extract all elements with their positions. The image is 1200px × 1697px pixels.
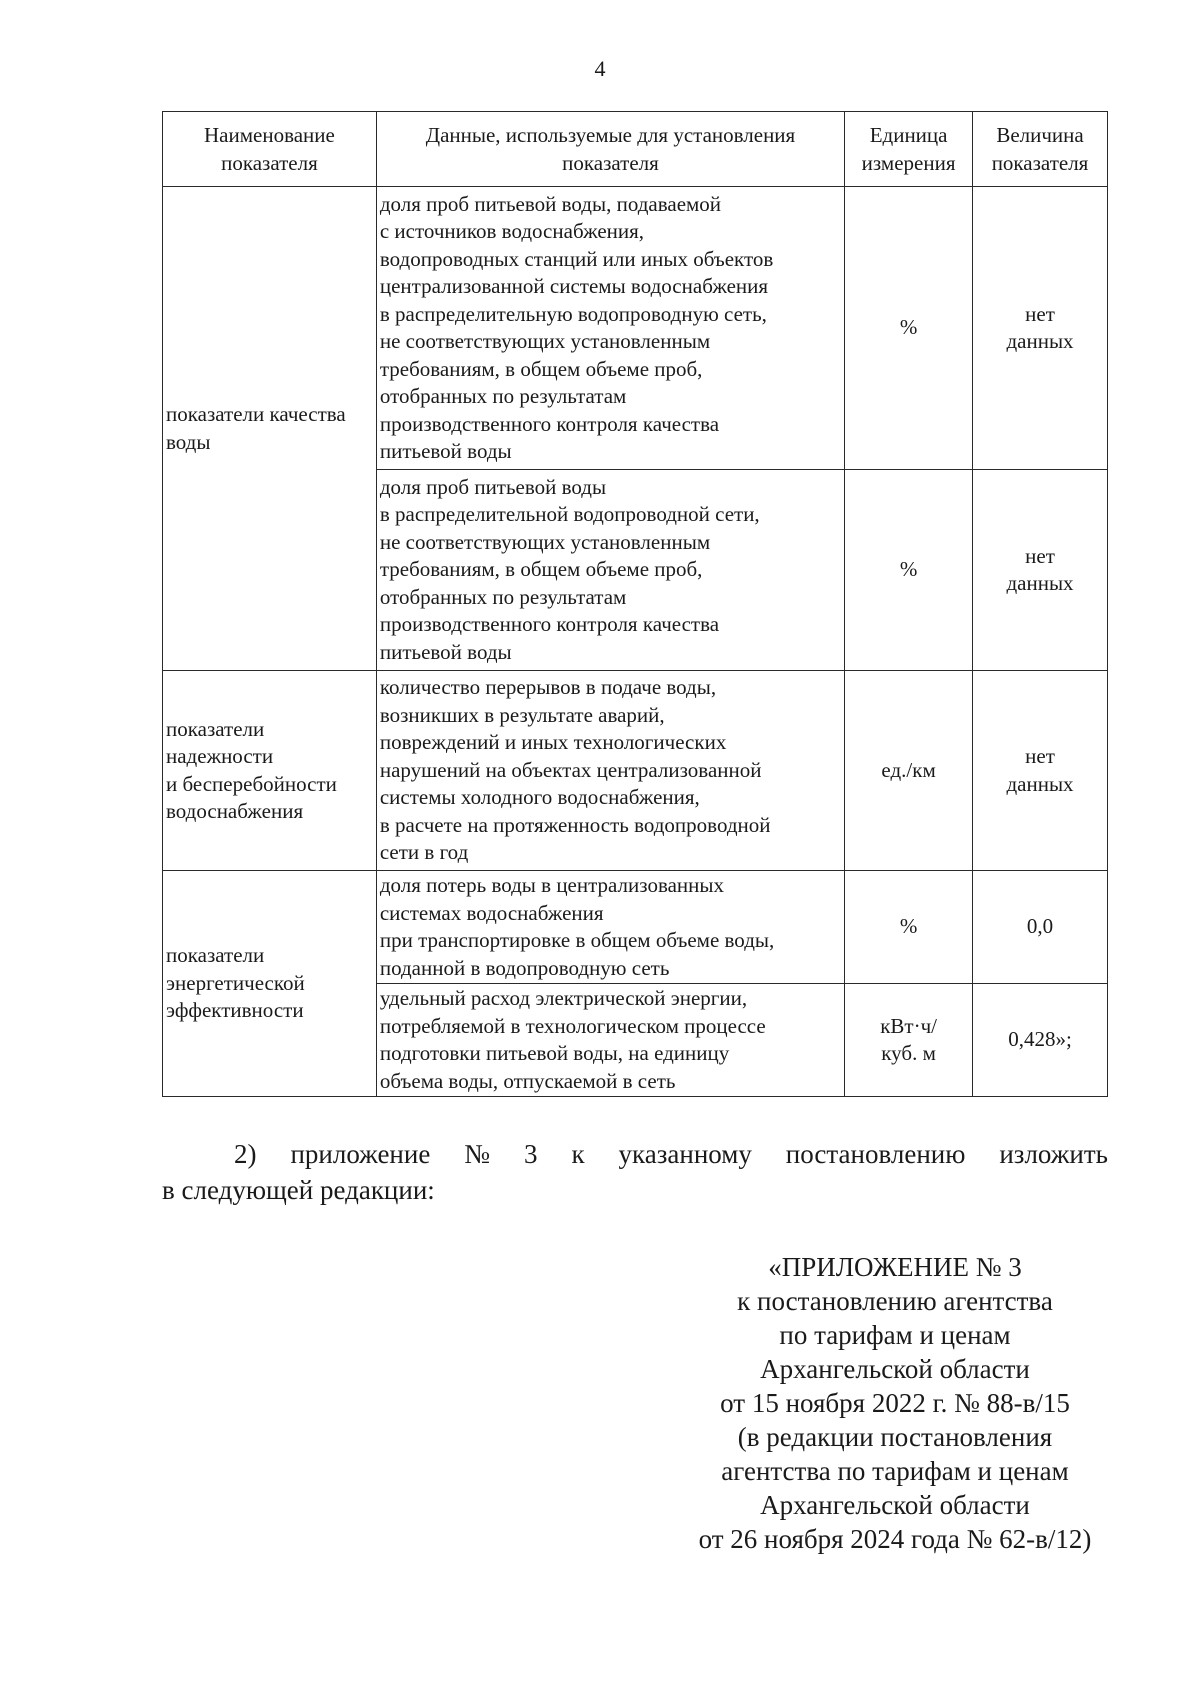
amendment-paragraph	[162, 1136, 1108, 1208]
indicator-value-cell: нет данных	[973, 187, 1108, 470]
appendix-line: Архангельской области	[760, 1490, 1030, 1520]
paragraph-word: к	[571, 1139, 585, 1169]
table-row	[163, 871, 1108, 984]
indicator-value-cell: 0,0	[973, 871, 1108, 984]
indicator-data-cell: количество перерывов в подаче воды, возникших в результате аварий, повреждений и иных технологических нарушений на объектах централизованной системы холодного водоснабжения, в расчете на протяженность водопроводной сети в год	[376, 671, 844, 871]
appendix-line: по тарифам и ценам	[779, 1320, 1011, 1350]
appendix-line: агентства по тарифам и ценам	[721, 1456, 1069, 1486]
table-row	[163, 671, 1108, 871]
page-number: 4	[594, 56, 606, 81]
indicator-group-name: показатели энергетической эффективности	[163, 871, 377, 1097]
appendix-line: (в редакции постановления	[737, 1422, 1053, 1452]
table-row	[163, 187, 1108, 470]
paragraph-word: постановлению	[785, 1139, 966, 1169]
indicator-group-name: показатели качества воды	[163, 187, 377, 671]
indicator-value-cell: 0,428»;	[973, 984, 1108, 1097]
appendix-heading	[660, 1250, 1130, 1556]
paragraph-word: 2)	[234, 1139, 257, 1169]
indicator-data-cell: доля потерь воды в централизованных системах водоснабжения при транспортировке в общем объеме воды, поданной в водопроводную сеть	[376, 871, 844, 984]
indicator-unit-cell: %	[845, 187, 973, 470]
indicator-group-name: показатели надежности и бесперебойности водоснабжения	[163, 671, 377, 871]
indicator-value-cell: нет данных	[973, 470, 1108, 671]
indicators-table	[162, 111, 1108, 1097]
header-value: Величина показателя	[973, 112, 1108, 187]
indicator-unit-cell: кВт·ч/ куб. м	[845, 984, 973, 1097]
indicator-data-cell: доля проб питьевой воды в распределительной водопроводной сети, не соответствующих установленным требованиям, в общем объеме проб, отобранных по результатам производственного контроля качества питьевой воды	[376, 470, 844, 671]
header-indicator-name: Наименование показателя	[163, 112, 377, 187]
indicator-unit-cell: %	[845, 470, 973, 671]
appendix-line: к постановлению агентства	[737, 1286, 1053, 1316]
appendix-line: от 26 ноября 2024 года № 62-в/12)	[698, 1524, 1092, 1554]
indicator-unit-cell: ед./км	[845, 671, 973, 871]
indicator-value-cell: нет данных	[973, 671, 1108, 871]
table-header-row	[163, 112, 1108, 187]
paragraph-second-line: в следующей редакции:	[162, 1175, 435, 1205]
appendix-line: Архангельской области	[760, 1354, 1030, 1384]
paragraph-word: указанному	[618, 1139, 752, 1169]
paragraph-word: приложение	[290, 1139, 431, 1169]
indicator-unit-cell: %	[845, 871, 973, 984]
indicator-data-cell: доля проб питьевой воды, подаваемой с источников водоснабжения, водопроводных станций или иных объектов централизованной системы водоснабжения в распределительную водопроводную сеть, не соответствующих установленным требованиям, в общем объеме проб, отобранных по результатам производственного контроля качества питьевой воды	[376, 187, 844, 470]
paragraph-word: 3	[524, 1139, 538, 1169]
appendix-line: от 15 ноября 2022 г. № 88-в/15	[720, 1388, 1070, 1418]
appendix-line: «ПРИЛОЖЕНИЕ № 3	[768, 1252, 1022, 1282]
paragraph-first-line	[162, 1136, 1108, 1172]
paragraph-word: изложить	[999, 1139, 1108, 1169]
header-unit: Единица измерения	[845, 112, 973, 187]
indicator-data-cell: удельный расход электрической энергии, потребляемой в технологическом процессе подготовки питьевой воды, на единицу объема воды, отпускаемой в сеть	[376, 984, 844, 1097]
paragraph-word: №	[464, 1139, 491, 1169]
header-source-data: Данные, используемые для установления показателя	[376, 112, 844, 187]
